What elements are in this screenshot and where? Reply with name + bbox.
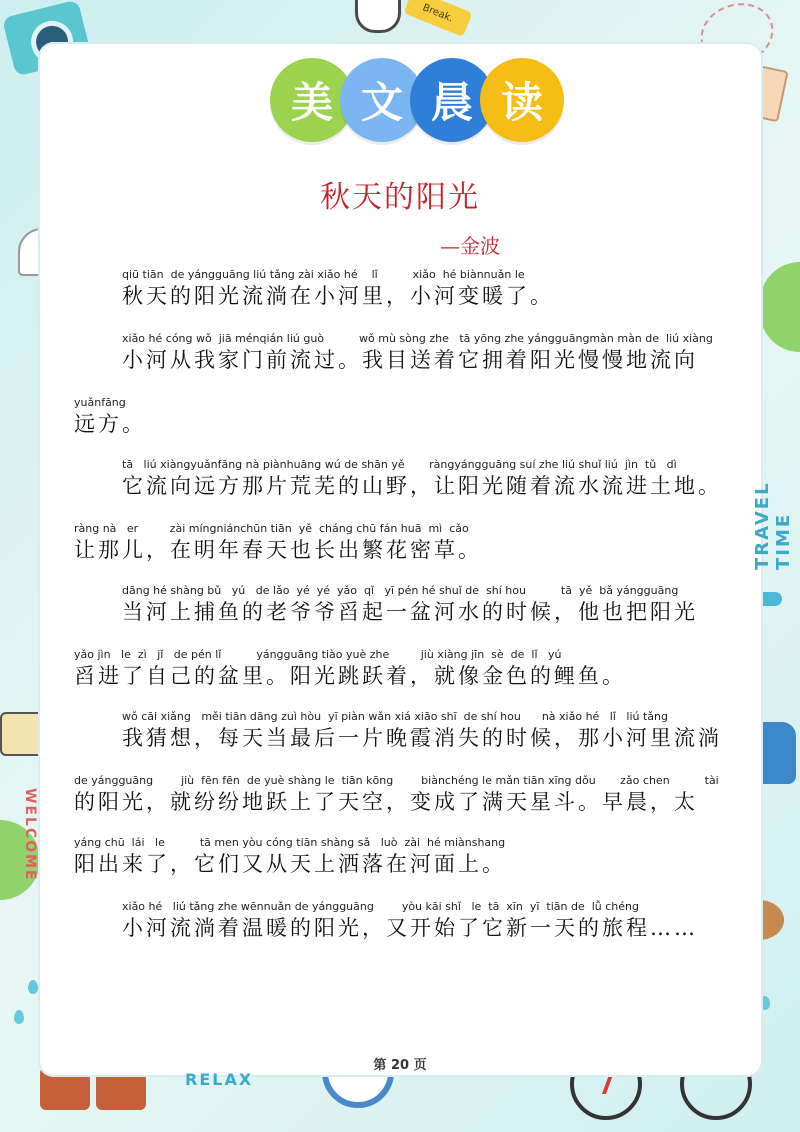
travel-time-label: TRAVEL TIME — [752, 481, 794, 570]
pinyin-row: qiū tiān de yángguāng liú tǎng zài xiǎo hé lǐ xiǎo hé biànnuǎn le — [122, 268, 525, 281]
hanzi-row: 让那儿，在明年春天也长出繁花密草。 — [74, 538, 482, 562]
page-number: 第 20 页 — [373, 1058, 427, 1073]
hanzi-row: 它流向远方那片荒芜的山野，让阳光随着流水流进土地。 — [122, 474, 722, 498]
poem-title: 秋天的阳光 — [320, 180, 480, 215]
hanzi-row: 阳出来了，它们又从天上洒落在河面上。 — [74, 852, 506, 876]
hanzi-row: 小河流淌着温暖的阳光，又开始了它新一天的旅程…… — [122, 916, 698, 940]
poem-line — [122, 332, 713, 374]
hanzi-row: 的阳光，就纷纷地跃上了天空，变成了满天星斗。早晨，太 — [74, 790, 698, 814]
raindrop-icon — [14, 1010, 24, 1024]
pinyin-row: wǒ cāi xiǎng měi tiān dāng zuì hòu yī piàn wǎn xiá xiāo shī de shí hou nà xiǎo hé lǐ liú tǎng — [122, 710, 668, 723]
poem-line — [122, 584, 698, 626]
hanzi-row: 小河从我家门前流过。我目送着它拥着阳光慢慢地流向 — [122, 348, 698, 372]
poem-author: —金波 — [440, 234, 500, 258]
header-circles — [270, 58, 570, 148]
poem-line — [74, 774, 719, 816]
poem-line — [122, 268, 554, 310]
header-circle: 美 — [270, 58, 354, 142]
header-circle: 文 — [340, 58, 424, 142]
pinyin-row: de yángguāng jiù fēn fēn de yuè shàng le tiān kōng biànchéng le mǎn tiān xīng dǒu zǎo chen tài — [74, 774, 719, 787]
pinyin-row: yáng chū lái le tā men yòu cóng tiān shàng sǎ luò zài hé miànshang — [74, 836, 506, 849]
pinyin-row: yuǎnfāng — [74, 396, 126, 409]
pinyin-row: tā liú xiàngyuǎnfāng nà piànhuāng wú de shān yě ràngyángguāng suí zhe liú shuǐ liú jìn tǔ dì — [122, 458, 677, 471]
pinyin-row: dāng hé shàng bǔ yú de lǎo yé yé yǎo qǐ yī pén hé shuǐ de shí hou tā yě bǎ yángguāng — [122, 584, 679, 597]
hanzi-row: 当河上捕鱼的老爷爷舀起一盆河水的时候，他也把阳光 — [122, 600, 698, 624]
break-tag-label: Break. — [421, 1, 455, 25]
poem-line — [74, 522, 482, 564]
hanzi-row: 远方。 — [74, 412, 146, 436]
hanzi-row: 舀进了自己的盆里。阳光跳跃着，就像金色的鲤鱼。 — [74, 664, 626, 688]
hanzi-row: 秋天的阳光流淌在小河里，小河变暖了。 — [122, 284, 554, 308]
hanzi-row: 我猜想，每天当最后一片晚霞消失的时候，那小河里流淌 — [122, 726, 722, 750]
header-circle: 晨 — [410, 58, 494, 142]
poem-line — [122, 900, 698, 942]
poem-line — [122, 710, 722, 752]
poem-line — [74, 396, 146, 438]
pinyin-row: ràng nà er zài míngniánchūn tiān yě cháng chū fán huā mì cǎo — [74, 522, 469, 535]
pinyin-row: xiǎo hé liú tǎng zhe wēnnuǎn de yángguāng yòu kāi shǐ le tā xīn yī tiān de lǚ chéng — [122, 900, 639, 913]
relax-label: RELAX — [185, 1070, 254, 1089]
pinyin-row: yǎo jìn le zì jǐ de pén lǐ yángguāng tiào yuè zhe jiù xiàng jīn sè de lǐ yú — [74, 648, 562, 661]
coffee-cup-icon — [355, 0, 401, 33]
poem-line — [74, 836, 506, 878]
header-circle: 读 — [480, 58, 564, 142]
welcome-label: WELCOME — [22, 788, 38, 882]
poem-line — [74, 648, 626, 690]
raindrop-icon — [28, 980, 38, 994]
pinyin-row: xiǎo hé cóng wǒ jiā ménqián liú guò wǒ mù sòng zhe tā yōng zhe yángguāngmàn màn de liú xiàng — [122, 332, 713, 345]
poem-line — [122, 458, 722, 500]
